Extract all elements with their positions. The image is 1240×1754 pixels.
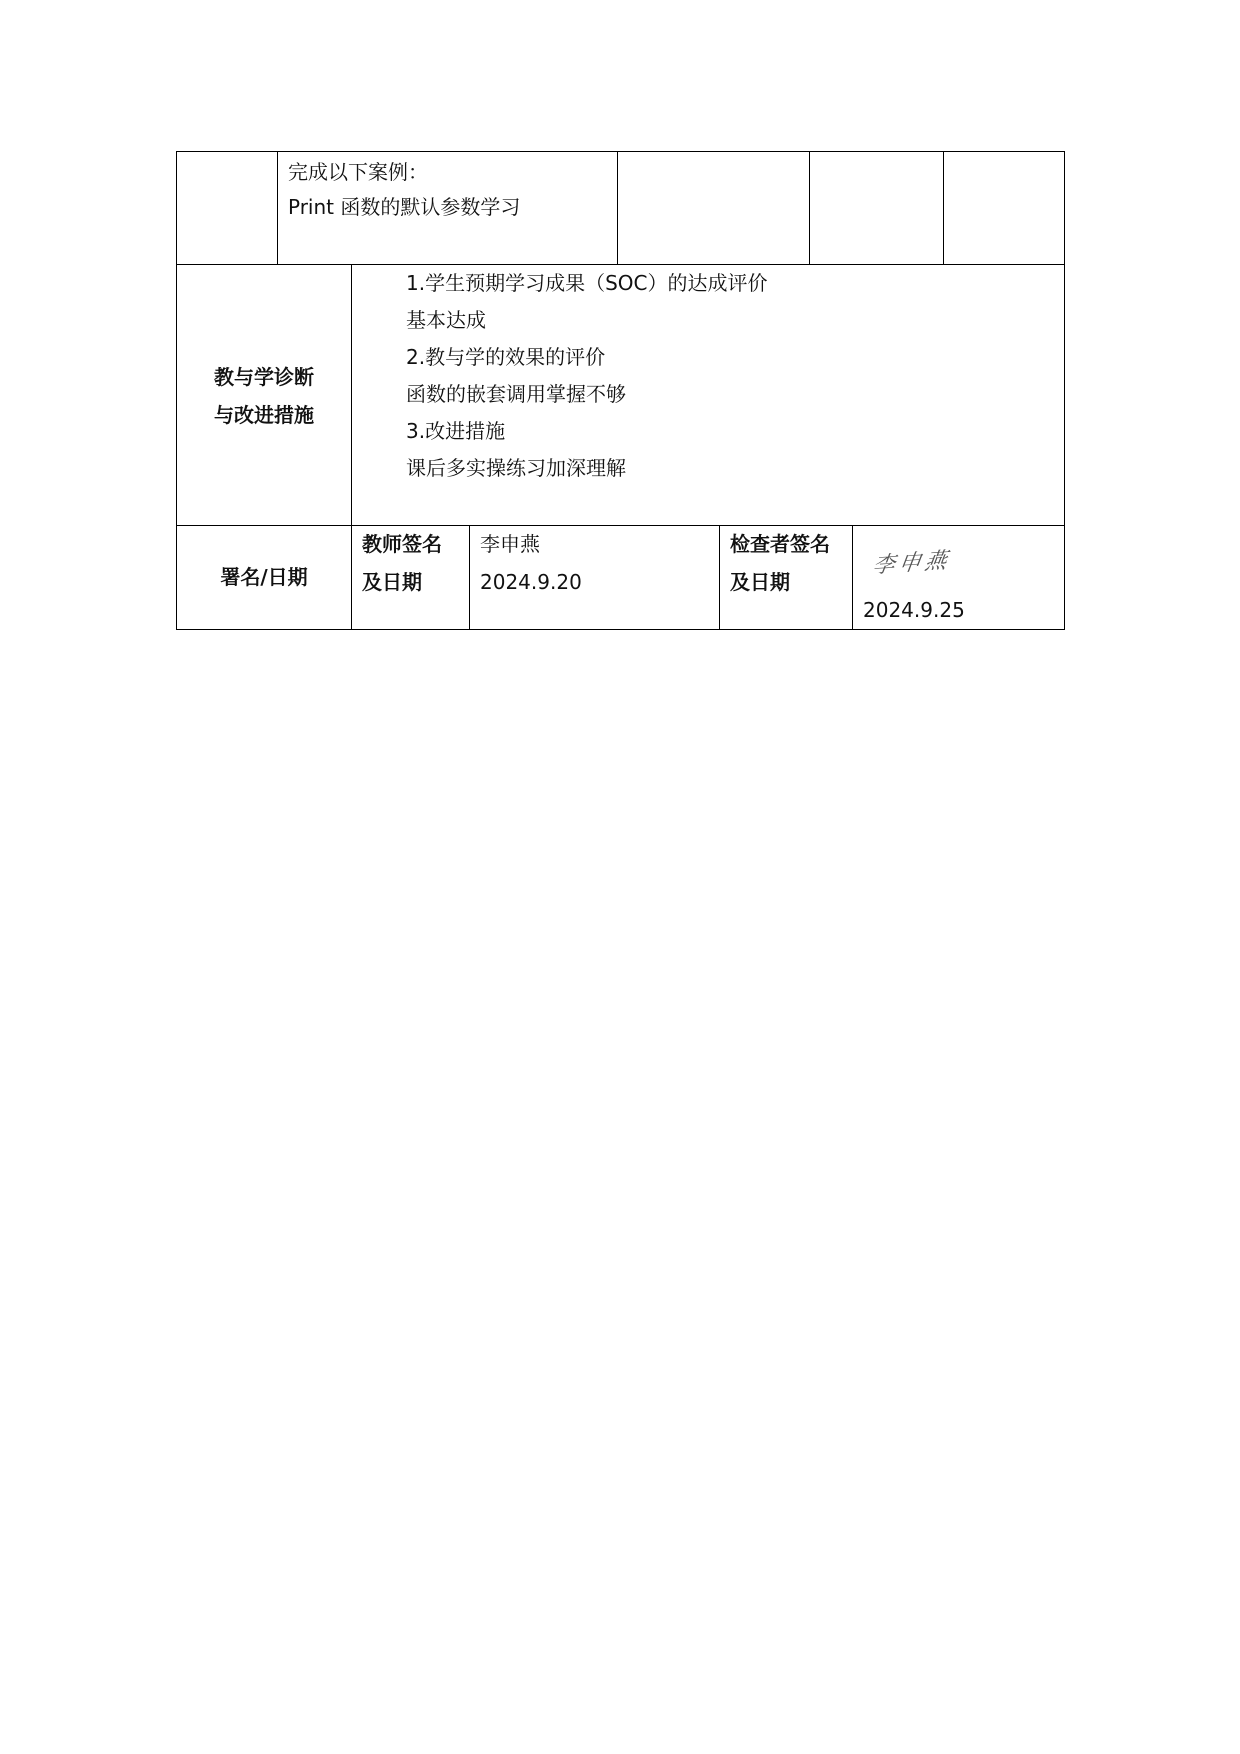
checker-label-line2: 及日期 (730, 570, 790, 594)
row3-label-cell (177, 526, 352, 630)
row2-item-1: 1.学生预期学习成果（SOC）的达成评价 (406, 271, 768, 295)
row2-label-line2: 与改进措施 (214, 403, 314, 427)
row2-item-3: 2.教与学的效果的评价 (406, 345, 606, 369)
checker-value-cell (853, 526, 1065, 630)
row2-item-2: 基本达成 (406, 308, 486, 332)
row1-content-line1: 完成以下案例： (288, 160, 428, 184)
row2-item-4: 函数的嵌套调用掌握不够 (406, 382, 626, 406)
teacher-name: 李申燕 (480, 532, 540, 556)
teacher-value-cell (470, 526, 720, 630)
checker-label-cell (720, 526, 853, 630)
row1-empty-cell-c (944, 152, 1065, 265)
checker-handwritten-signature: 李申燕 (871, 548, 953, 579)
teacher-date: 2024.9.20 (480, 570, 582, 594)
row2-label-line1: 教与学诊断 (214, 365, 314, 389)
teacher-label-cell (352, 526, 470, 630)
row2-item-5: 3.改进措施 (406, 419, 506, 443)
row2-content-cell (352, 265, 1065, 526)
row1-content-line2: Print 函数的默认参数学习 (288, 195, 521, 219)
row2-label-cell (177, 265, 352, 526)
teacher-label-line2: 及日期 (362, 570, 422, 594)
row1-blank-cell (177, 152, 278, 265)
checker-date: 2024.9.25 (863, 598, 965, 622)
checker-label-line1: 检查者签名 (730, 532, 830, 556)
row1-content-cell (278, 152, 618, 265)
teacher-label-line1: 教师签名 (362, 532, 442, 556)
row1-empty-cell-b (810, 152, 944, 265)
row2-item-6: 课后多实操练习加深理解 (406, 456, 626, 480)
evaluation-table (176, 151, 1065, 630)
signature-date-label: 署名/日期 (220, 565, 308, 589)
row1-empty-cell-a (618, 152, 810, 265)
